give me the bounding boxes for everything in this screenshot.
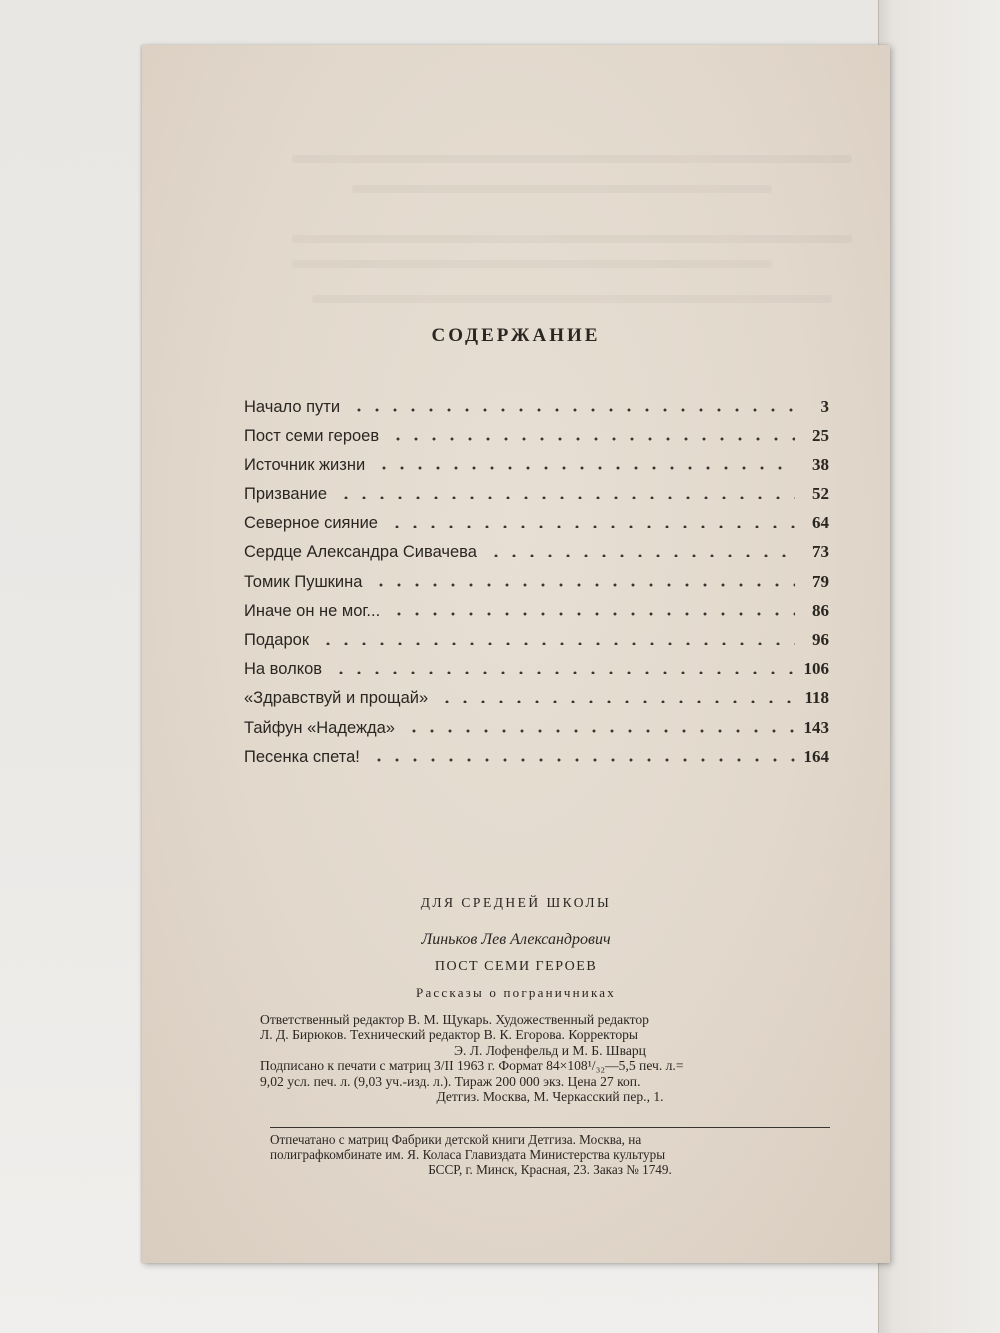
toc-entry (244, 599, 829, 628)
leader-dots (328, 658, 795, 675)
toc-entry-title: Подарок (244, 631, 310, 649)
toc-entry-page: 118 (804, 688, 829, 708)
leader-dots (368, 570, 795, 587)
series-label: ДЛЯ СРЕДНЕЙ ШКОЛЫ (420, 895, 612, 910)
leader-dots (333, 483, 795, 500)
bleed-through-text (292, 235, 852, 243)
toc-entry (244, 658, 829, 687)
toc-entry-page: 143 (803, 717, 829, 737)
toc-entry-page: 3 (820, 396, 829, 416)
leader-dots (366, 745, 795, 762)
toc-entry-page: 96 (812, 630, 829, 649)
toc-entry-page: 164 (803, 746, 829, 766)
toc-entry-title: Сердце Александра Сивачева (244, 543, 477, 562)
toc-entry-title: Северное сияние (244, 514, 378, 533)
toc-entry-title: Песенка спета! (244, 747, 360, 766)
toc-entry (244, 629, 829, 658)
toc-entry (244, 512, 829, 541)
toc-entry (244, 570, 829, 599)
printer-block (270, 1133, 830, 1177)
printer-line: БССР, г. Минск, Красная, 23. Заказ № 1749. (428, 1161, 672, 1177)
leader-dots (384, 512, 795, 529)
toc-entry (244, 541, 829, 570)
toc-entry-title: Иначе он не мог... (244, 601, 381, 620)
printer-line: Отпечатано с матриц Фабрики детской книги Детгиза. Москва, на (270, 1132, 642, 1147)
toc-entry-title: На волков (244, 660, 323, 679)
book-page (142, 45, 890, 1263)
toc-entry-title: Призвание (244, 485, 328, 504)
toc-entry-title: «Здравствуй и прощай» (244, 689, 429, 708)
toc-entry-page: 25 (812, 425, 829, 445)
adjacent-page-edge (878, 0, 1000, 1333)
toc-entry-title: Начало пути (244, 397, 341, 416)
toc-entry-page: 64 (812, 513, 829, 533)
bleed-through-text (292, 260, 772, 268)
toc-entry (244, 395, 829, 424)
toc-entry-title: Источник жизни (244, 455, 366, 474)
divider-rule (270, 1127, 830, 1128)
credits-line: Э. Л. Лофенфельд и М. Б. Шварц (454, 1042, 646, 1058)
credits-line: 9,02 усл. печ. л. (9,03 уч.-изд. л.). Тираж 200 000 экз. Цена 27 коп. (260, 1073, 641, 1089)
leader-dots (385, 424, 795, 441)
leader-dots (346, 395, 795, 412)
leader-dots (483, 541, 795, 558)
toc-entry-page: 52 (812, 484, 829, 504)
toc-title: СОДЕРЖАНИЕ (431, 325, 601, 346)
leader-dots (434, 687, 795, 704)
toc-entry (244, 453, 829, 482)
credits-line: Ответственный редактор В. М. Щукарь. Художественный редактор (260, 1012, 649, 1027)
leader-dots (315, 629, 795, 646)
bleed-through-text (292, 155, 852, 163)
leader-dots (371, 453, 795, 470)
toc-entry (244, 745, 829, 774)
printer-line: полиграфкомбинате им. Я. Коласа Главиздата Министерства культуры (270, 1146, 666, 1162)
toc-entry-page: 73 (812, 542, 829, 562)
credits-line: Детгиз. Москва, М. Черкасский пер., 1. (436, 1089, 664, 1105)
toc-entry-page: 79 (812, 571, 829, 591)
toc-entry-page: 38 (812, 454, 829, 474)
book-subtitle: Рассказы о пограничниках (416, 985, 616, 1000)
toc-entry (244, 424, 829, 453)
toc-entry-page: 106 (803, 659, 829, 679)
credits-line: Л. Д. Бирюков. Технический редактор В. К. Егорова. Корректоры (260, 1027, 639, 1043)
toc-entry-page: 86 (812, 600, 829, 620)
toc-entry-title: Пост семи героев (244, 426, 380, 445)
toc-entry (244, 716, 829, 745)
bleed-through-text (312, 295, 832, 303)
leader-dots (401, 716, 795, 733)
toc-entry-title: Тайфун «Надежда» (244, 718, 395, 737)
bleed-through-text (352, 185, 772, 193)
leader-dots (386, 599, 795, 616)
toc-entry (244, 483, 829, 512)
book-title: ПОСТ СЕМИ ГЕРОЕВ (434, 959, 598, 974)
credits-line: Подписано к печати с матриц 3/II 1963 г. Формат 84×108¹/₃₂—5,5 печ. л.= (260, 1058, 684, 1074)
credits-block (260, 1012, 840, 1104)
toc-list (244, 395, 829, 774)
toc-entry-title: Томик Пушкина (244, 572, 363, 591)
author-name: Линьков Лев Александрович (421, 931, 611, 948)
toc-entry (244, 687, 829, 716)
